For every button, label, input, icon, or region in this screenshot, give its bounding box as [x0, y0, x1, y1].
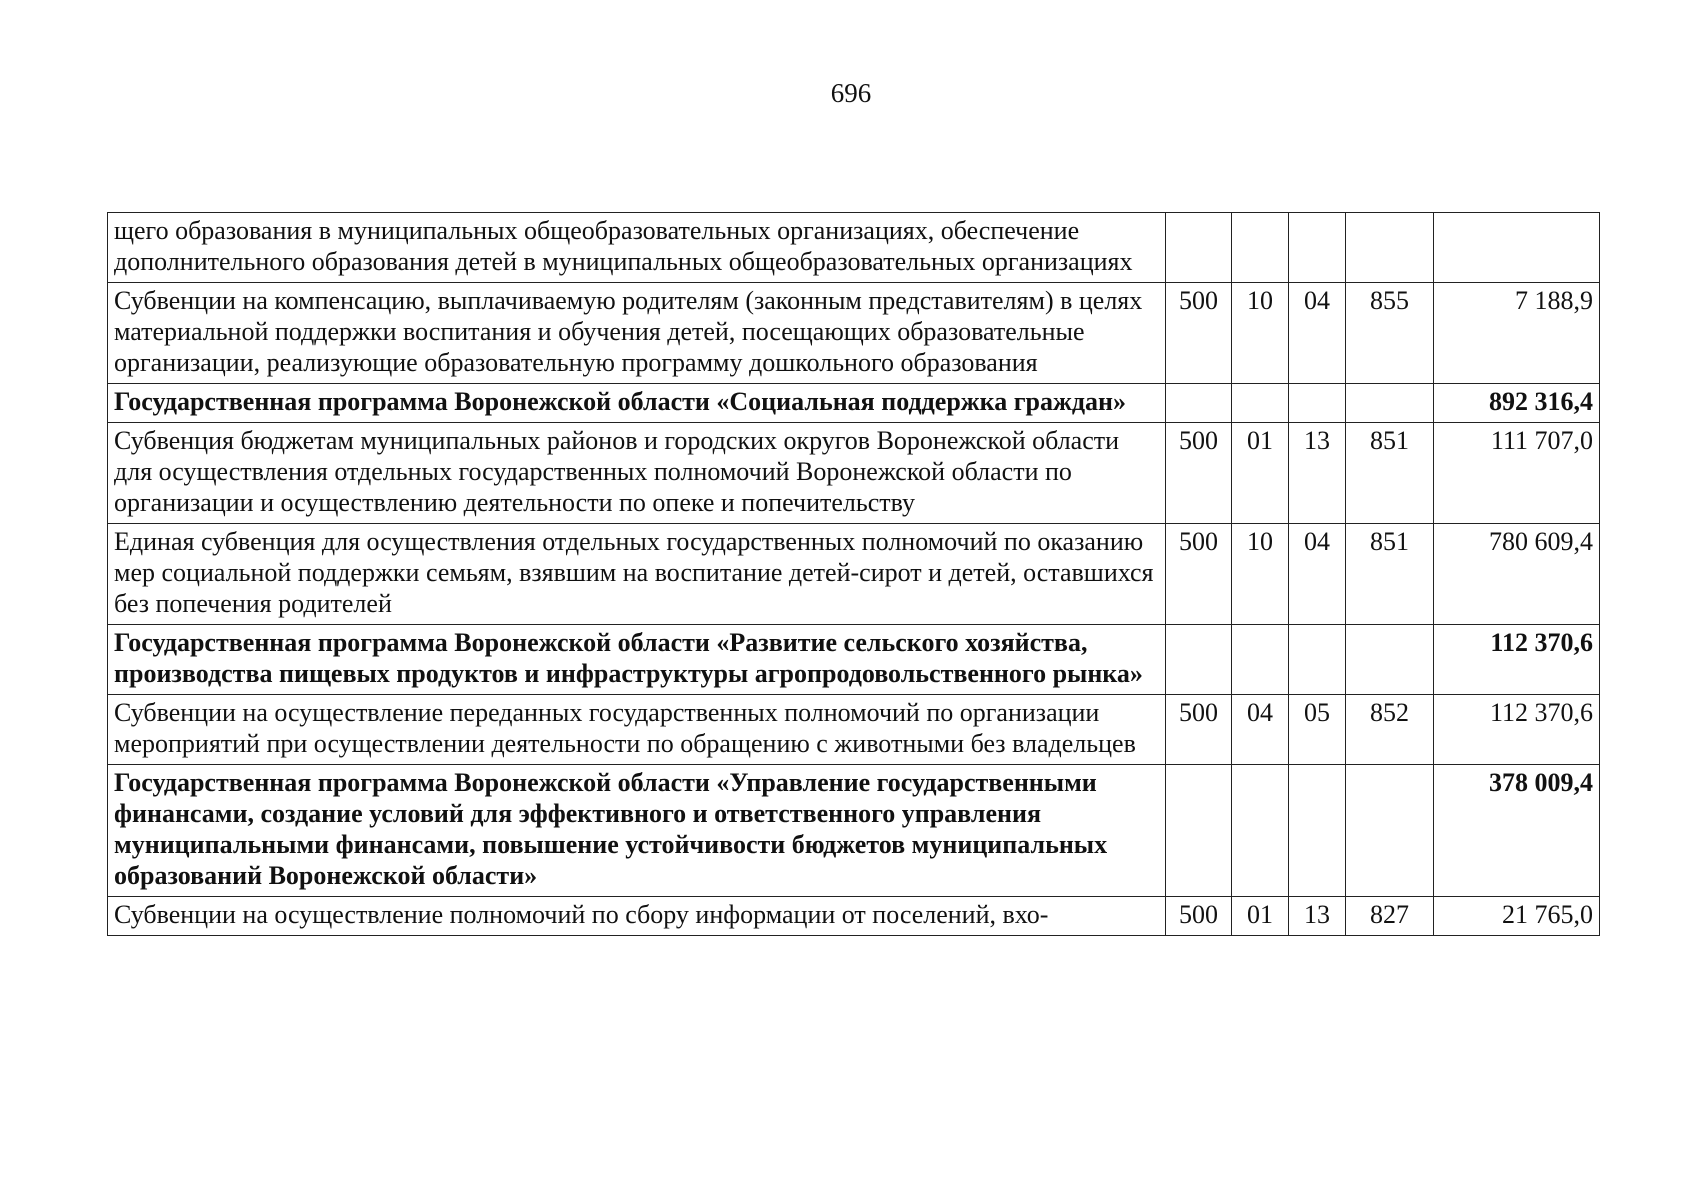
row-amount: 780 609,4 [1434, 524, 1600, 625]
code-column-4: 852 [1346, 695, 1434, 765]
table-row [108, 524, 1600, 625]
row-amount: 112 370,6 [1434, 695, 1600, 765]
code-column-1: 500 [1166, 524, 1232, 625]
table-row [108, 423, 1600, 524]
code-column-2: 01 [1232, 423, 1289, 524]
program-total: 378 009,4 [1434, 765, 1600, 897]
row-description: щего образования в муниципальных общеобразовательных организациях, обеспечение дополнительного образования детей в муниципальных общеобразовательных организациях [108, 213, 1166, 283]
table-row [108, 283, 1600, 384]
row-description: Субвенции на компенсацию, выплачиваемую родителям (законным представителям) в целях материальной поддержки воспитания и обучения детей, посещающих образовательные организации, реализующие образовательную программу дошкольного образования [108, 283, 1166, 384]
code-column-1: 500 [1166, 283, 1232, 384]
code-column-4 [1346, 625, 1434, 695]
code-column-1: 500 [1166, 695, 1232, 765]
page-number: 696 [830, 78, 872, 108]
code-column-3 [1289, 213, 1346, 283]
program-row [108, 765, 1600, 897]
code-column-4: 851 [1346, 423, 1434, 524]
program-total: 112 370,6 [1434, 625, 1600, 695]
budget-table-body [108, 213, 1600, 936]
code-column-1 [1166, 213, 1232, 283]
code-column-3 [1289, 625, 1346, 695]
code-column-4: 851 [1346, 524, 1434, 625]
program-title: Государственная программа Воронежской области «Управление государственными финансами, создание условий для эффективного и ответственного управления муниципальными финансами, повышение устойчивости бюджетов муниципальных образований Воронежской области» [108, 765, 1166, 897]
code-column-4 [1346, 213, 1434, 283]
code-column-2 [1232, 625, 1289, 695]
budget-table [107, 212, 1600, 936]
row-description: Единая субвенция для осуществления отдельных государственных полномочий по оказанию мер социальной поддержки семьям, взявшим на воспитание детей-сирот и детей, оставшихся без попечения родителей [108, 524, 1166, 625]
program-total: 892 316,4 [1434, 384, 1600, 423]
code-column-3 [1289, 765, 1346, 897]
code-column-1 [1166, 384, 1232, 423]
code-column-1: 500 [1166, 897, 1232, 936]
code-column-3: 13 [1289, 423, 1346, 524]
code-column-4: 827 [1346, 897, 1434, 936]
code-column-2: 10 [1232, 283, 1289, 384]
row-description: Субвенция бюджетам муниципальных районов и городских округов Воронежской области для осуществления отдельных государственных полномочий Воронежской области по организации и осуществлению деятельности по опеке и попечительству [108, 423, 1166, 524]
code-column-2 [1232, 765, 1289, 897]
code-column-4 [1346, 765, 1434, 897]
row-description: Субвенции на осуществление полномочий по сбору информации от поселений, вхо- [108, 897, 1166, 936]
code-column-1: 500 [1166, 423, 1232, 524]
program-row [108, 384, 1600, 423]
code-column-3: 05 [1289, 695, 1346, 765]
code-column-3: 13 [1289, 897, 1346, 936]
code-column-3: 04 [1289, 283, 1346, 384]
program-row [108, 625, 1600, 695]
row-amount: 111 707,0 [1434, 423, 1600, 524]
code-column-2: 10 [1232, 524, 1289, 625]
code-column-3 [1289, 384, 1346, 423]
code-column-3: 04 [1289, 524, 1346, 625]
code-column-2 [1232, 213, 1289, 283]
row-amount [1434, 213, 1600, 283]
code-column-4 [1346, 384, 1434, 423]
code-column-2: 01 [1232, 897, 1289, 936]
code-column-2 [1232, 384, 1289, 423]
code-column-1 [1166, 765, 1232, 897]
program-title: Государственная программа Воронежской области «Развитие сельского хозяйства, производства пищевых продуктов и инфраструктуры агропродовольственного рынка» [108, 625, 1166, 695]
code-column-2: 04 [1232, 695, 1289, 765]
row-amount: 21 765,0 [1434, 897, 1600, 936]
code-column-1 [1166, 625, 1232, 695]
row-description: Субвенции на осуществление переданных государственных полномочий по организации мероприятий при осуществлении деятельности по обращению с животными без владельцев [108, 695, 1166, 765]
table-row [108, 695, 1600, 765]
program-title: Государственная программа Воронежской области «Социальная поддержка граждан» [108, 384, 1166, 423]
table-row [108, 213, 1600, 283]
table-row [108, 897, 1600, 936]
code-column-4: 855 [1346, 283, 1434, 384]
row-amount: 7 188,9 [1434, 283, 1600, 384]
